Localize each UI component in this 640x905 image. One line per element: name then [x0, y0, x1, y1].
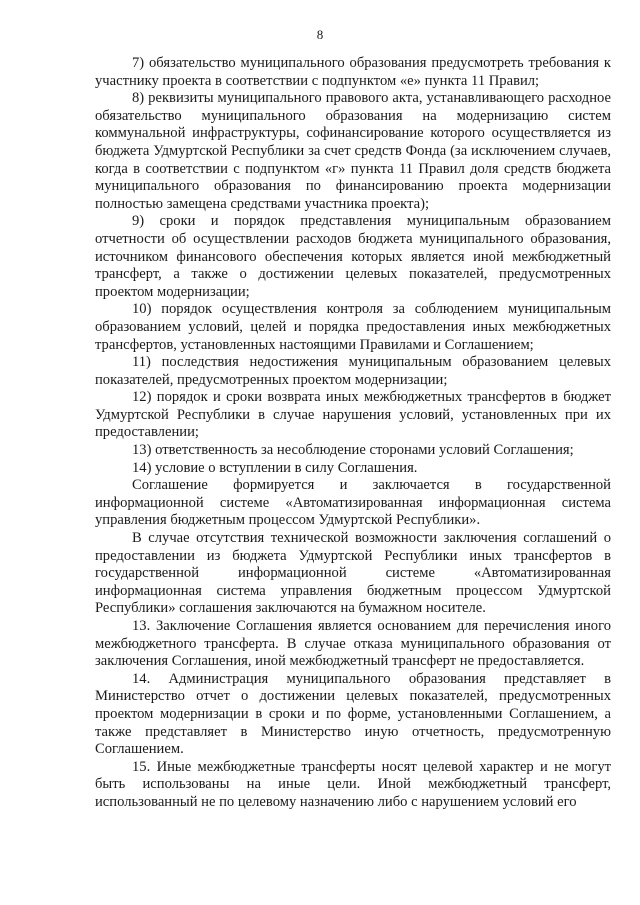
paragraph-agreement-formation: Соглашение формируется и заключается в государственной информационной системе «Автоматизированная информационная система управления бюджетным процессом Удмуртской Республики».: [95, 477, 611, 529]
paragraph-item-11: 11) последствия недостижения муниципальным образованием целевых показателей, предусмотренных проектом модернизации;: [95, 354, 611, 388]
paragraph-item-10: 10) порядок осуществления контроля за соблюдением муниципальным образованием условий, целей и порядка предоставления иных межбюджетных трансфертов, установленных настоящими Правилами и Соглашением;: [95, 301, 611, 353]
paragraph-section-15: 15. Иные межбюджетные трансферты носят целевой характер и не могут быть использованы на иные цели. Иной межбюджетный трансферт, использованный не по целевому назначению либо с нарушением условий его: [95, 758, 611, 810]
paragraph-item-14: 14) условие о вступлении в силу Соглашения.: [132, 459, 418, 476]
paragraph-paper-agreement: В случае отсутствия технической возможности заключения соглашений о предоставлении из бюджета Удмуртской Республики иных трансфертов в государственной информационной системе «Автоматизированная информационная система управления бюджетным процессом Удмуртской Республики» соглашения заключаются на бумажном носителе.: [95, 530, 611, 617]
paragraph-section-13: 13. Заключение Соглашения является основанием для перечисления иного межбюджетного трансферта. В случае отказа муниципального образования от заключения Соглашения, иной межбюджетный трансферт не предоставляется.: [95, 618, 611, 670]
paragraph-item-9: 9) сроки и порядок представления муниципальным образованием отчетности об осуществлении расходов бюджета муниципального образования, источником финансового обеспечения которых является иной межбюджетный трансферт, а также о достижении целевых показателей, предусмотренных проектом модернизации;: [95, 213, 611, 300]
paragraph-item-8: 8) реквизиты муниципального правового акта, устанавливающего расходное обязательство муниципального образования на модернизацию систем коммунальной инфраструктуры, софинансирование которого осуществляется из бюджета Удмуртской Республики за счет средств Фонда (за исключением случаев, когда в соответствии с подпунктом «г» пункта 11 Правил доля средств бюджета муниципального образования по финансированию проекта модернизации полностью замещена средствами участника проекта);: [95, 90, 611, 212]
document-body: [95, 55, 611, 812]
paragraph-item-12: 12) порядок и сроки возврата иных межбюджетных трансфертов в бюджет Удмуртской Республики в случае нарушения условий, установленных при их предоставлении;: [95, 389, 611, 441]
page-number: 8: [316, 27, 324, 42]
paragraph-item-7: 7) обязательство муниципального образования предусмотреть требования к участнику проекта в соответствии с подпунктом «е» пункта 11 Правил;: [95, 55, 611, 89]
paragraph-item-13: 13) ответственность за несоблюдение сторонами условий Соглашения;: [132, 442, 574, 459]
paragraph-section-14: 14. Администрация муниципального образования представляет в Министерство отчет о достижении целевых показателей, предусмотренных проектом модернизации в сроки и по форме, установленными Соглашением, а также представляет в Министерство иную отчетность, предусмотренную Соглашением.: [95, 670, 611, 758]
